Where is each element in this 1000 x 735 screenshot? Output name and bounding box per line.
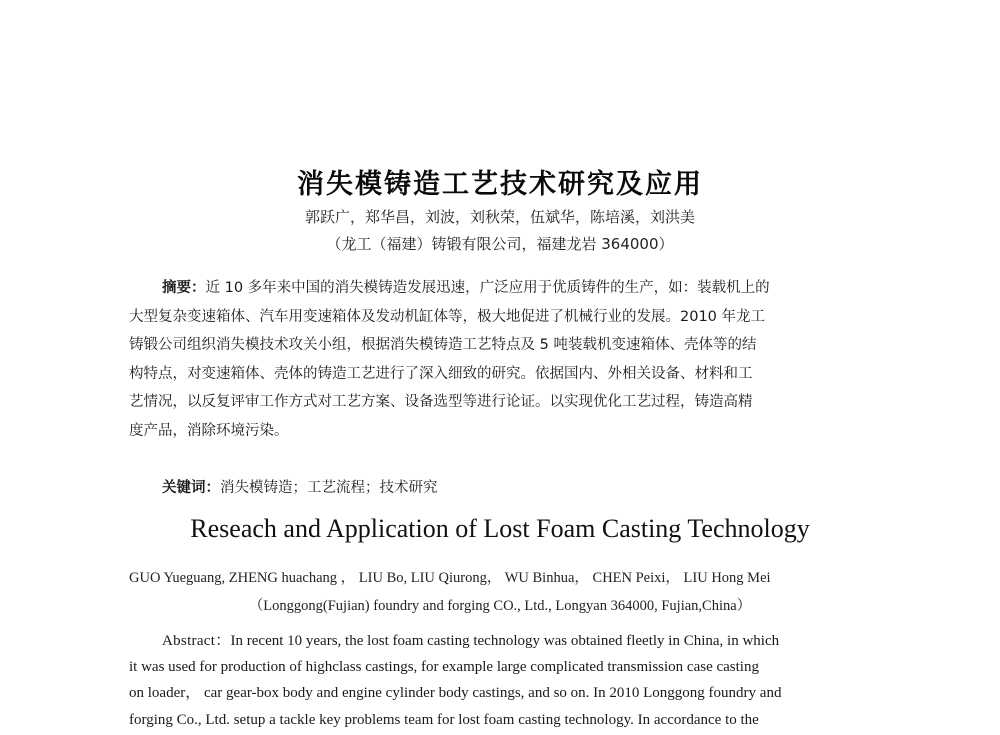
chinese-keywords-label: 关键词： bbox=[162, 480, 220, 496]
chinese-abstract-line: 大型复杂变速箱体、汽车用变速箱体及发动机缸体等，极大地促进了机械行业的发展。2010 年龙工 bbox=[129, 308, 766, 325]
chinese-abstract-line: 度产品，消除环境污染。 bbox=[129, 422, 289, 439]
chinese-authors: 郭跃广，郑华昌，刘波，刘秋荣，伍斌华，陈培溪，刘洪美 bbox=[304, 208, 695, 226]
english-abstract-text: In recent 10 years, the lost foam casting technology was obtained fleetly in China, in which bbox=[230, 633, 780, 649]
english-abstract-line: it was used for production of highclass castings, for example large complicated transmission case casting bbox=[129, 659, 759, 676]
chinese-abstract-label: 摘要： bbox=[162, 280, 206, 296]
english-abstract-line: on loader， car gear-box body and engine cylinder body castings, and so on. In 2010 Longgong foundry and bbox=[129, 685, 782, 702]
english-abstract bbox=[129, 628, 864, 733]
english-affiliation: （Longgong(Fujian) foundry and forging CO., Ltd., Longyan 364000, Fujian,China） bbox=[248, 598, 752, 614]
chinese-abstract-line bbox=[129, 274, 861, 303]
chinese-abstract-line: 铸锻公司组织消失模技术攻关小组，根据消失模铸造工艺特点及 5 吨装载机变速箱体、壳体等的结 bbox=[129, 337, 757, 353]
english-abstract-line bbox=[129, 628, 864, 654]
english-abstract-line: forging Co., Ltd. setup a tackle key problems team for lost foam casting technology. In accordance to the bbox=[129, 711, 759, 728]
chinese-abstract-line: 艺情况，以反复评审工作方式对工艺方案、设备选型等进行论证。以实现优化工艺过程，铸造高精 bbox=[129, 394, 753, 410]
english-title: Reseach and Application of Lost Foam Casting Technology bbox=[190, 514, 810, 543]
english-abstract-label: Abstract： bbox=[162, 633, 231, 649]
chinese-title: 消失模铸造工艺技术研究及应用 bbox=[297, 169, 703, 200]
english-authors: GUO Yueguang, ZHENG huachang ， LIU Bo, LIU Qiurong， WU Binhua， CHEN Peixi， LIU Hong Mei bbox=[129, 570, 771, 586]
chinese-abstract-text: 近 10 多年来中国的消失模铸造发展迅速，广泛应用于优质铸件的生产，如：装载机上的 bbox=[205, 280, 770, 296]
chinese-abstract bbox=[129, 274, 861, 445]
chinese-keywords-text: 消失模铸造；工艺流程；技术研究 bbox=[220, 480, 438, 496]
chinese-keywords bbox=[162, 476, 862, 497]
chinese-affiliation: （龙工（福建）铸锻有限公司，福建龙岩 364000） bbox=[326, 235, 674, 253]
chinese-abstract-line: 构特点，对变速箱体、壳体的铸造工艺进行了深入细致的研究。依据国内、外相关设备、材料和工 bbox=[129, 365, 753, 382]
